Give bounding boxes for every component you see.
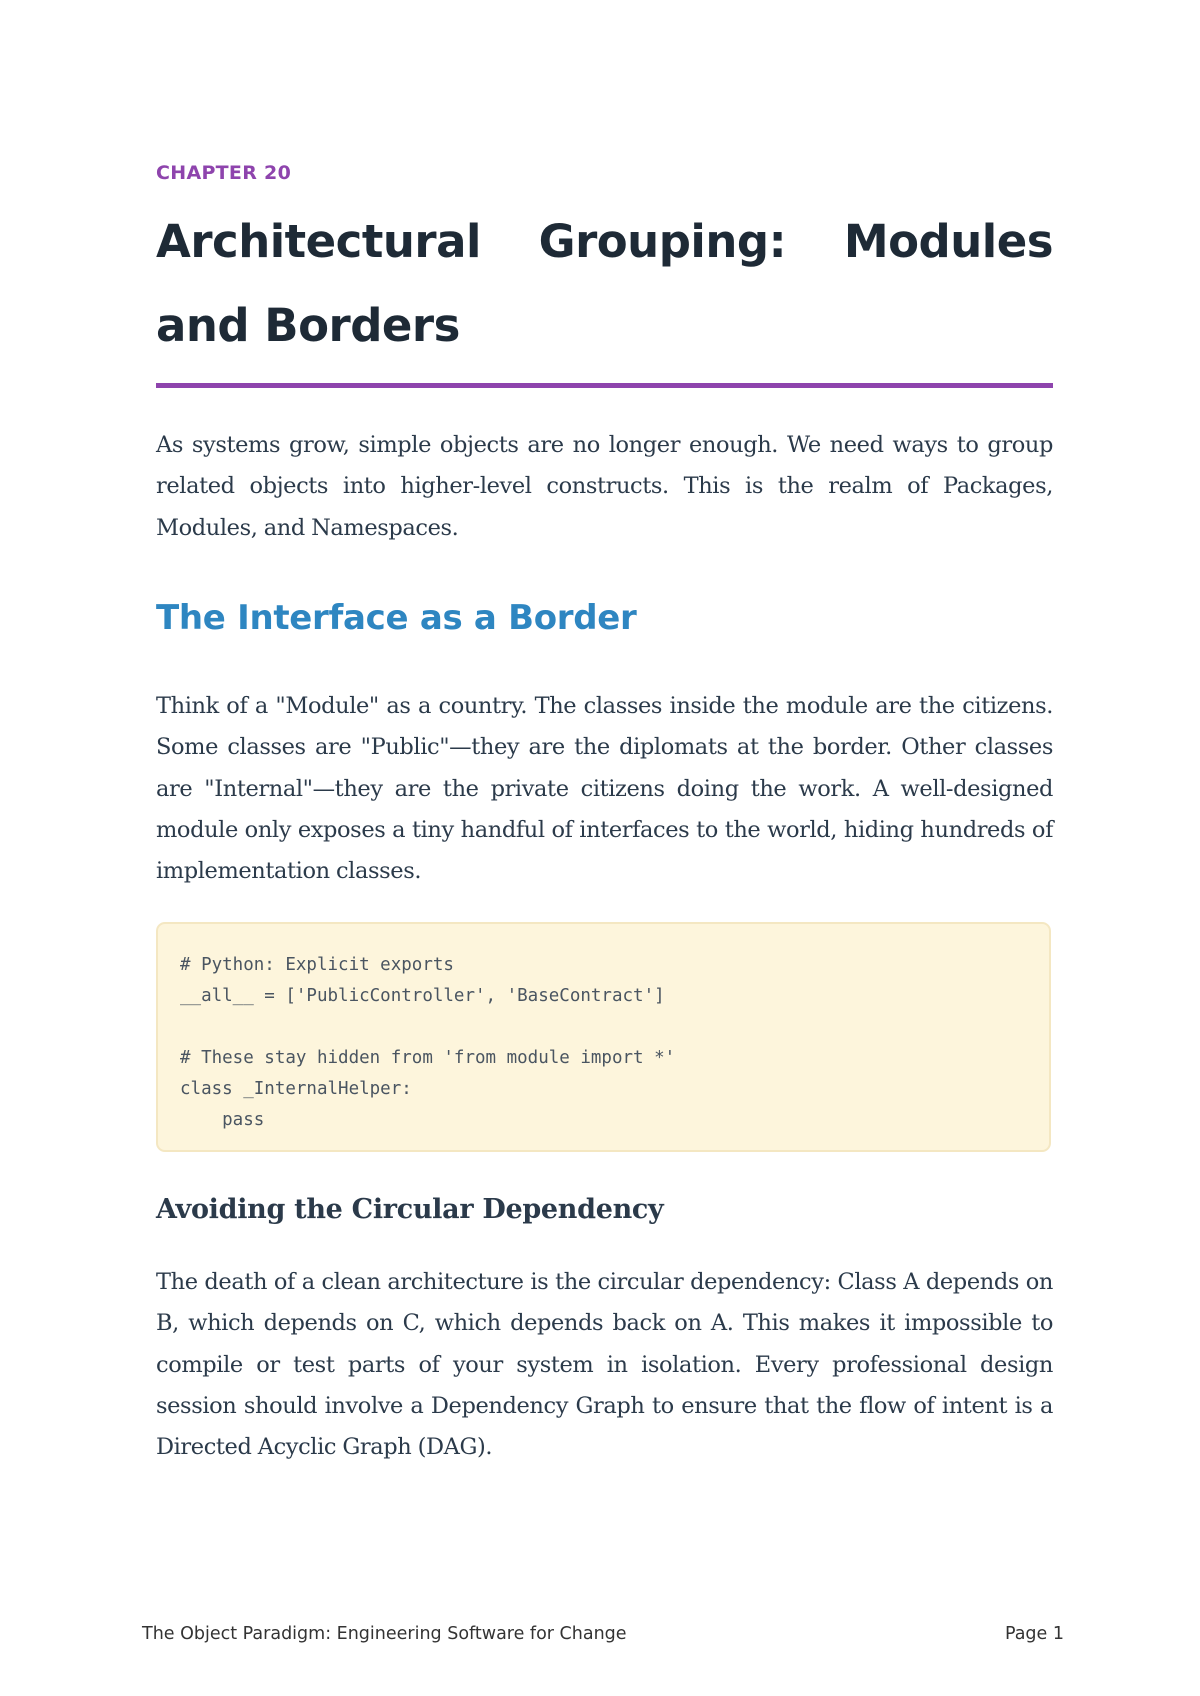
- code-line: class _InternalHelper:: [180, 1079, 412, 1099]
- interface-paragraph: Think of a "Module" as a country. The classes inside the module are the citizens. Some classes are "Public"—they are the diplomats at the border. Other classes are "Internal"—they are the private citizens doing the work. A well-designed module only exposes a tiny handful of interfaces to the world, hiding hundreds of implementation classes.: [156, 693, 1053, 885]
- subheading-circular-dependency: Avoiding the Circular Dependency: [156, 1194, 664, 1225]
- footer-book-title: The Object Paradigm: Engineering Software for Change: [142, 1624, 627, 1644]
- footer-page-number: Page 1: [1004, 1624, 1064, 1644]
- code-line: [180, 1012, 1027, 1043]
- title-divider: [156, 383, 1053, 388]
- code-line: # These stay hidden from 'from module import *': [180, 1048, 676, 1068]
- chapter-title: Architectural Grouping: Modules and Borders: [156, 215, 1053, 352]
- page-footer: [142, 1624, 1064, 1644]
- intro-paragraph: As systems grow, simple objects are no longer enough. We need ways to group related objects into higher-level constructs. This is the realm of Packages, Modules, and Namespaces.: [156, 432, 1053, 541]
- code-line: # Python: Explicit exports: [180, 955, 454, 975]
- code-line: __all__ = ['PublicController', 'BaseContract']: [180, 986, 665, 1006]
- chapter-label: CHAPTER 20: [156, 162, 292, 184]
- code-line: pass: [180, 1110, 265, 1130]
- circular-dependency-paragraph: The death of a clean architecture is the circular dependency: Class A depends on B, which depends on C, which depends back on A. This makes it impossible to compile or test parts of your system in isolation. Every professional design session should involve a Dependency Graph to ensure that the flow of intent is a Directed Acyclic Graph (DAG).: [156, 1269, 1053, 1461]
- code-block: [156, 922, 1051, 1152]
- section-heading-interface: The Interface as a Border: [156, 598, 637, 638]
